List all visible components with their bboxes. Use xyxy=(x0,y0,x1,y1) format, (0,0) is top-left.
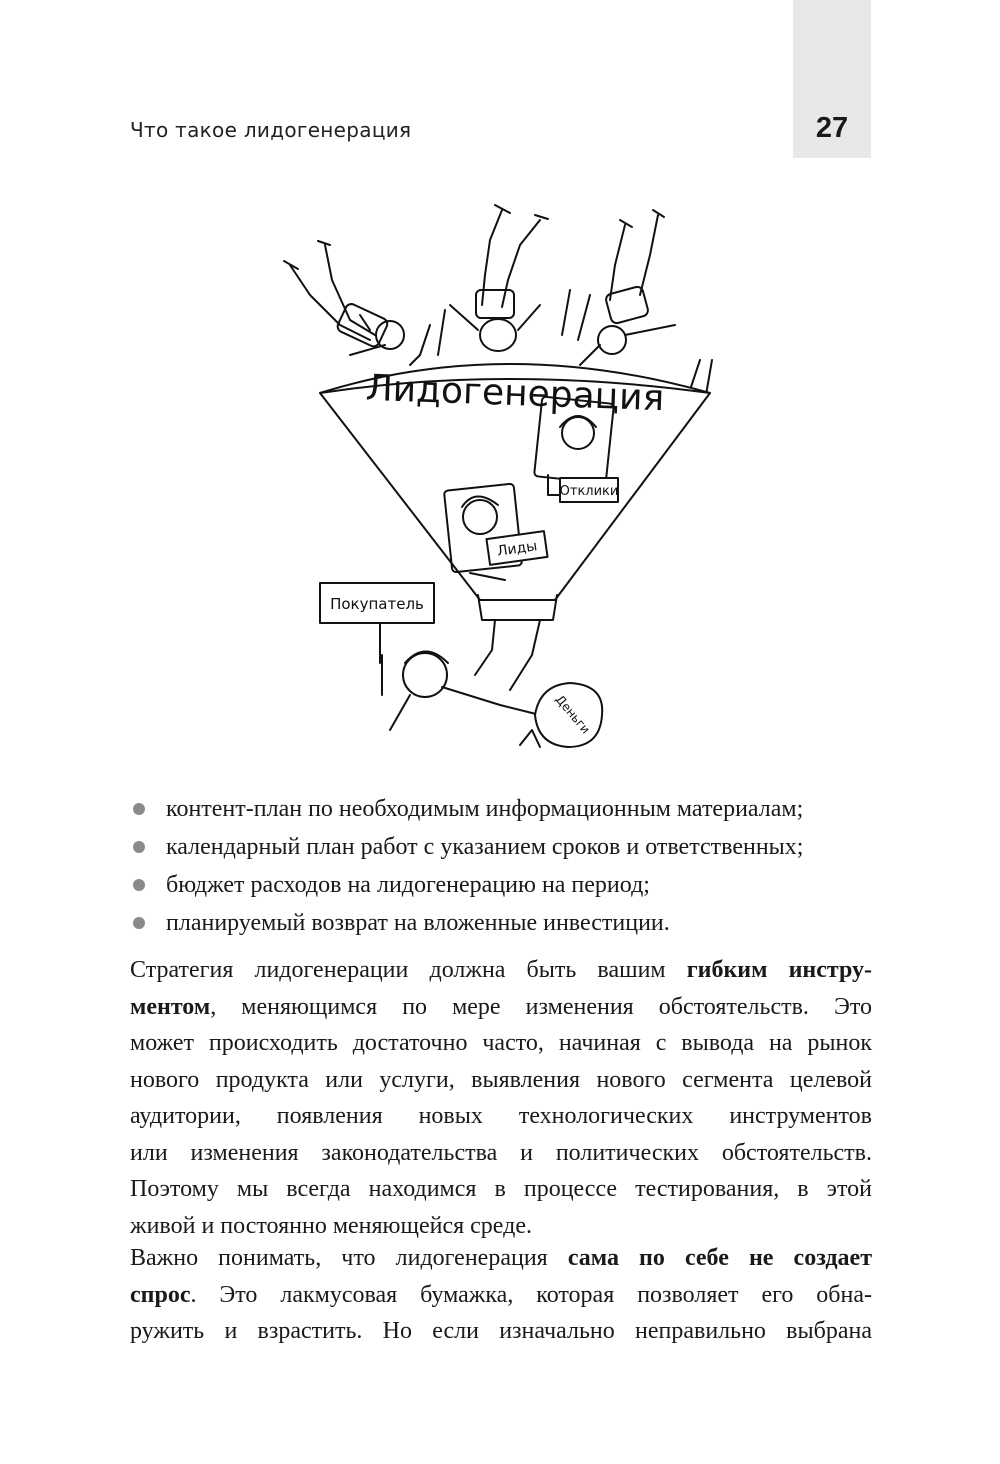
responses-sign-label: Отклики xyxy=(559,484,619,499)
funnel-drawing xyxy=(270,195,740,755)
list-item: контент-план по необходимым информационным материалам; xyxy=(130,790,875,828)
bullet-icon xyxy=(133,917,145,929)
diving-person-center xyxy=(450,205,548,351)
money-bag xyxy=(520,683,602,747)
diving-person-right xyxy=(580,210,675,365)
bullet-icon xyxy=(133,879,145,891)
running-header: Что такое лидогенерация xyxy=(130,118,412,142)
diving-person-left xyxy=(284,241,404,355)
bullet-icon xyxy=(133,803,145,815)
lead-generation-funnel-illustration xyxy=(270,195,740,755)
paragraph-demand: Важно понимать, что лидогенерация сама по себе не создает спрос. Это лакмусовая бумажка, которая позволяет его обна- ружить и взрастить. Но если изначально неправильно выбрана xyxy=(130,1245,872,1344)
paragraph-strategy: Стратегия лидогенерации должна быть вашим гибким инстру- ментом, меняющимся по мере изменения обстоятельств. Это может происходить достаточно часто, начиная с вывода на рынок нового продукта или услуги, выявления нового сегмента целевой аудитории, появления новых технологических инструментов или изменения законодательства и политических обстоятельств. Поэтому мы всегда находимся в процессе тестирования, в этой живой и постоянно меняющейся среде. xyxy=(130,957,872,1239)
buyer-sign-label: Покупатель xyxy=(330,595,424,613)
diving-person-small-left xyxy=(410,310,445,365)
money-bag-label: Деньги xyxy=(552,692,593,737)
list-item: планируемый возврат на вложенные инвестиции. xyxy=(130,904,875,942)
page-number: 27 xyxy=(815,112,849,144)
list-item: бюджет расходов на лидогенерацию на период; xyxy=(130,866,875,904)
bullet-icon xyxy=(133,841,145,853)
page-number-tab xyxy=(793,0,871,158)
list-item: календарный план работ с указанием сроков и ответственных; xyxy=(130,828,875,866)
funnel-label: Лидогенерация xyxy=(365,367,665,420)
bullet-list xyxy=(130,790,875,942)
leads-sign-label: Лиды xyxy=(496,538,539,560)
buyer-person xyxy=(382,620,540,730)
